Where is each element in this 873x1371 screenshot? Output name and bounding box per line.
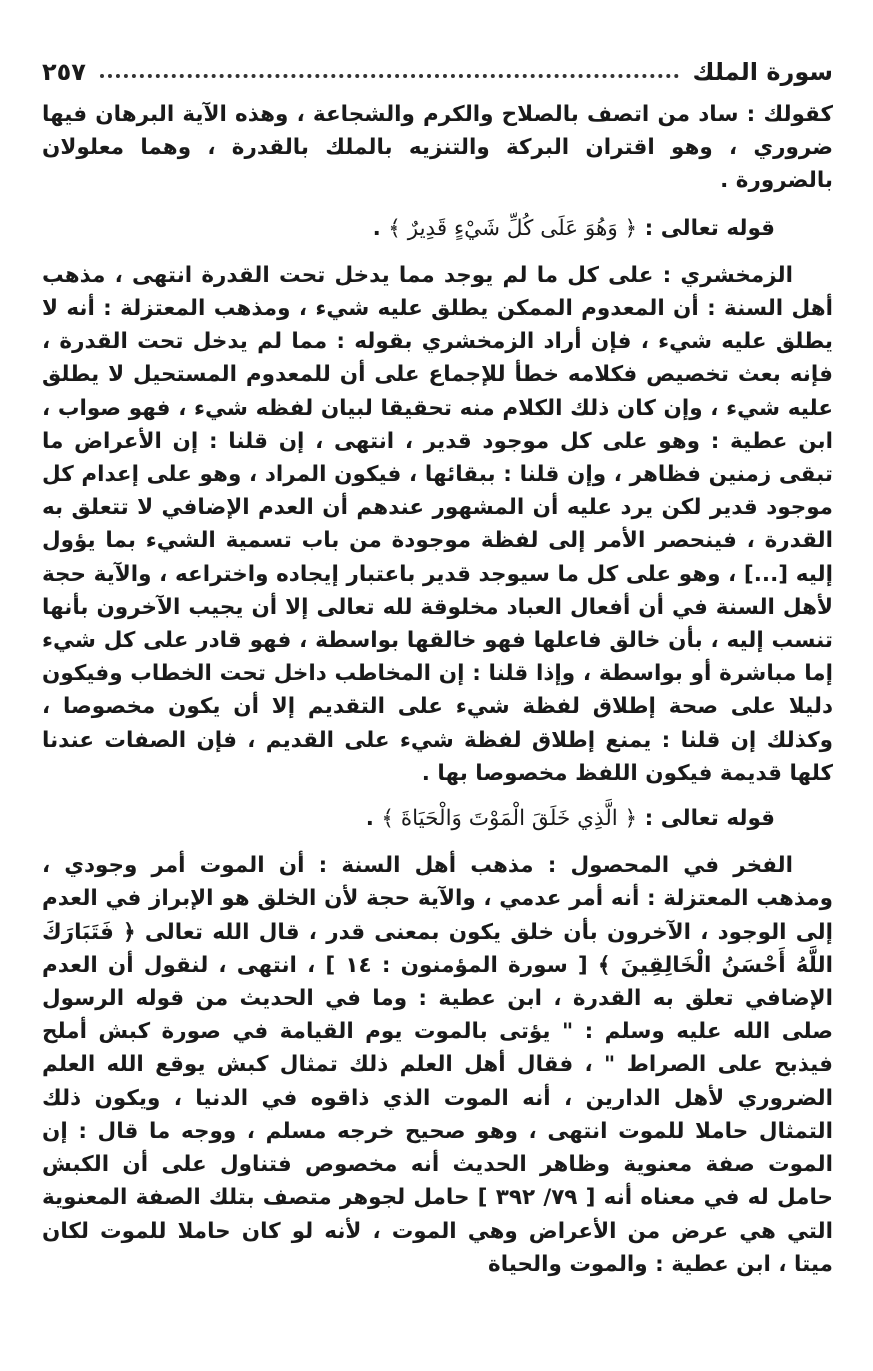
verse-intro-label: قوله تعالى : (644, 806, 775, 832)
running-header (42, 50, 833, 94)
quran-verse: ﴿ وَهُوَ عَلَى كُلِّ شَيْءٍ قَدِيرٌ ﴾ (388, 215, 638, 241)
verse-heading-1 (42, 212, 833, 245)
verse-end-mark: . (365, 806, 382, 832)
surah-title: سورة الملك (692, 58, 833, 86)
quran-verse: ﴿ الَّذِي خَلَقَ الْمَوْتَ وَالْحَيَاةَ ﴾ (381, 806, 638, 832)
paragraph-fakhr: الفخر في المحصول : مذهب أهل السنة : أن الموت أمر وجودي ، ومذهب المعتزلة : أنه أمر عدمي ، والآية حجة لأن الخلق هو الإبراز في العدم إلى الوجود ، الآخرون بأن خلق يكون بمعنى قدر ، قال الله تعالى ﴿ فَتَبَارَكَ اللَّهُ أَحْسَنُ الْخَالِقِينَ ﴾ [ سورة المؤمنون : ١٤ ] ، انتهى ، لنقول أن العدم الإضافي تعلق به القدرة ، ابن عطية : وما في الحديث من قوله الرسول صلى الله عليه وسلم : " يؤتى بالموت يوم القيامة في صورة كبش أملح فيذبح على الصراط " ، فقال أهل العلم ذلك تمثال كبش يوقع الله العلم الضروري لأهل الدارين ، أنه الموت الذي ذاقوه في الدنيا ، ويكون ذلك التمثال حاملا للموت انتهى ، وهو صحيح خرجه مسلم ، ووجه ما قال : إن الموت صفة معنوية وظاهر الحديث أنه مخصوص فتناول على أن الكبش حامل له في معناه أنه [ ٧٩/ ٣٩٢ ] حامل لجوهر متصف بتلك الصفة المعنوية التي هي عرض من الأعراض وهي الموت ، لأنه لو كان حاملا للموت لكان ميتا ، ابن عطية : والموت والحياة (42, 853, 834, 1277)
verse-intro-label: قوله تعالى : (644, 215, 775, 241)
paragraph-zamakhshari: الزمخشري : على كل ما لم يوجد مما يدخل تحت القدرة انتهى ، مذهب أهل السنة : أن المعدوم الممكن يطلق عليه شيء ، ومذهب المعتزلة : أنه لا يطلق عليه شيء ، فإن أراد الزمخشري بقوله : مما لم يدخل تحت القدرة ، فإنه بعث تخصيص فكلامه خطأ للإجماع على أن للمعدوم المستحيل لا يطلق عليه شيء ، وإن كان ذلك الكلام منه تحقيقا لبيان لفظه شيء ، فهو صواب ، ابن عطية : وهو على كل موجود قدير ، انتهى ، إن قلنا : إن الأعراض ما تبقى زمنين فظاهر ، وإن قلنا : ببقائها ، فيكون المراد ، وهو على إعدام كل موجود قدير لكن يرد عليه أن المشهور عندهم أن العدم الإضافي لا تتعلق به القدرة ، فينحصر الأمر إلى لفظة موجودة من باب تسمية الشيء بما يؤول إليه [...] ، وهو على كل ما سيوجد قدير باعتبار إيجاده واختراعه ، والآية حجة لأهل السنة في أن أفعال العباد مخلوقة لله تعالى إلا أن يجيب الآخرون بأنها تنسب إليه ، بأن خالق فاعلها فهو خالقها بواسطة ، فهو قادر على كل شيء إما مباشرة أو بواسطة ، وإذا قلنا : إن المخاطب داخل تحت الخطاب وفيكون دليلا على صحة إطلاق لفظة شيء على التقديم إلا أن يكون مخصوصا ، وكذلك إن قلنا : يمنع إطلاق لفظة شيء على القديم ، فإن الصفات عندنا كلها قديمة فيكون اللفظ مخصوصا بها . (42, 262, 833, 786)
verse-heading-2 (42, 802, 833, 835)
page-number: ٢٥٧ (42, 58, 86, 86)
paragraph-intro: كقولك : ساد من اتصف بالصلاح والكرم والشجاعة ، وهذه الآية البرهان فيها ضروري ، وهو اقتران البركة والتنزيه بالملك بالقدرة ، وهما معلولان بالضرورة . (42, 102, 833, 194)
header-dotted-leader (100, 74, 679, 78)
verse-end-mark: . (372, 215, 389, 241)
